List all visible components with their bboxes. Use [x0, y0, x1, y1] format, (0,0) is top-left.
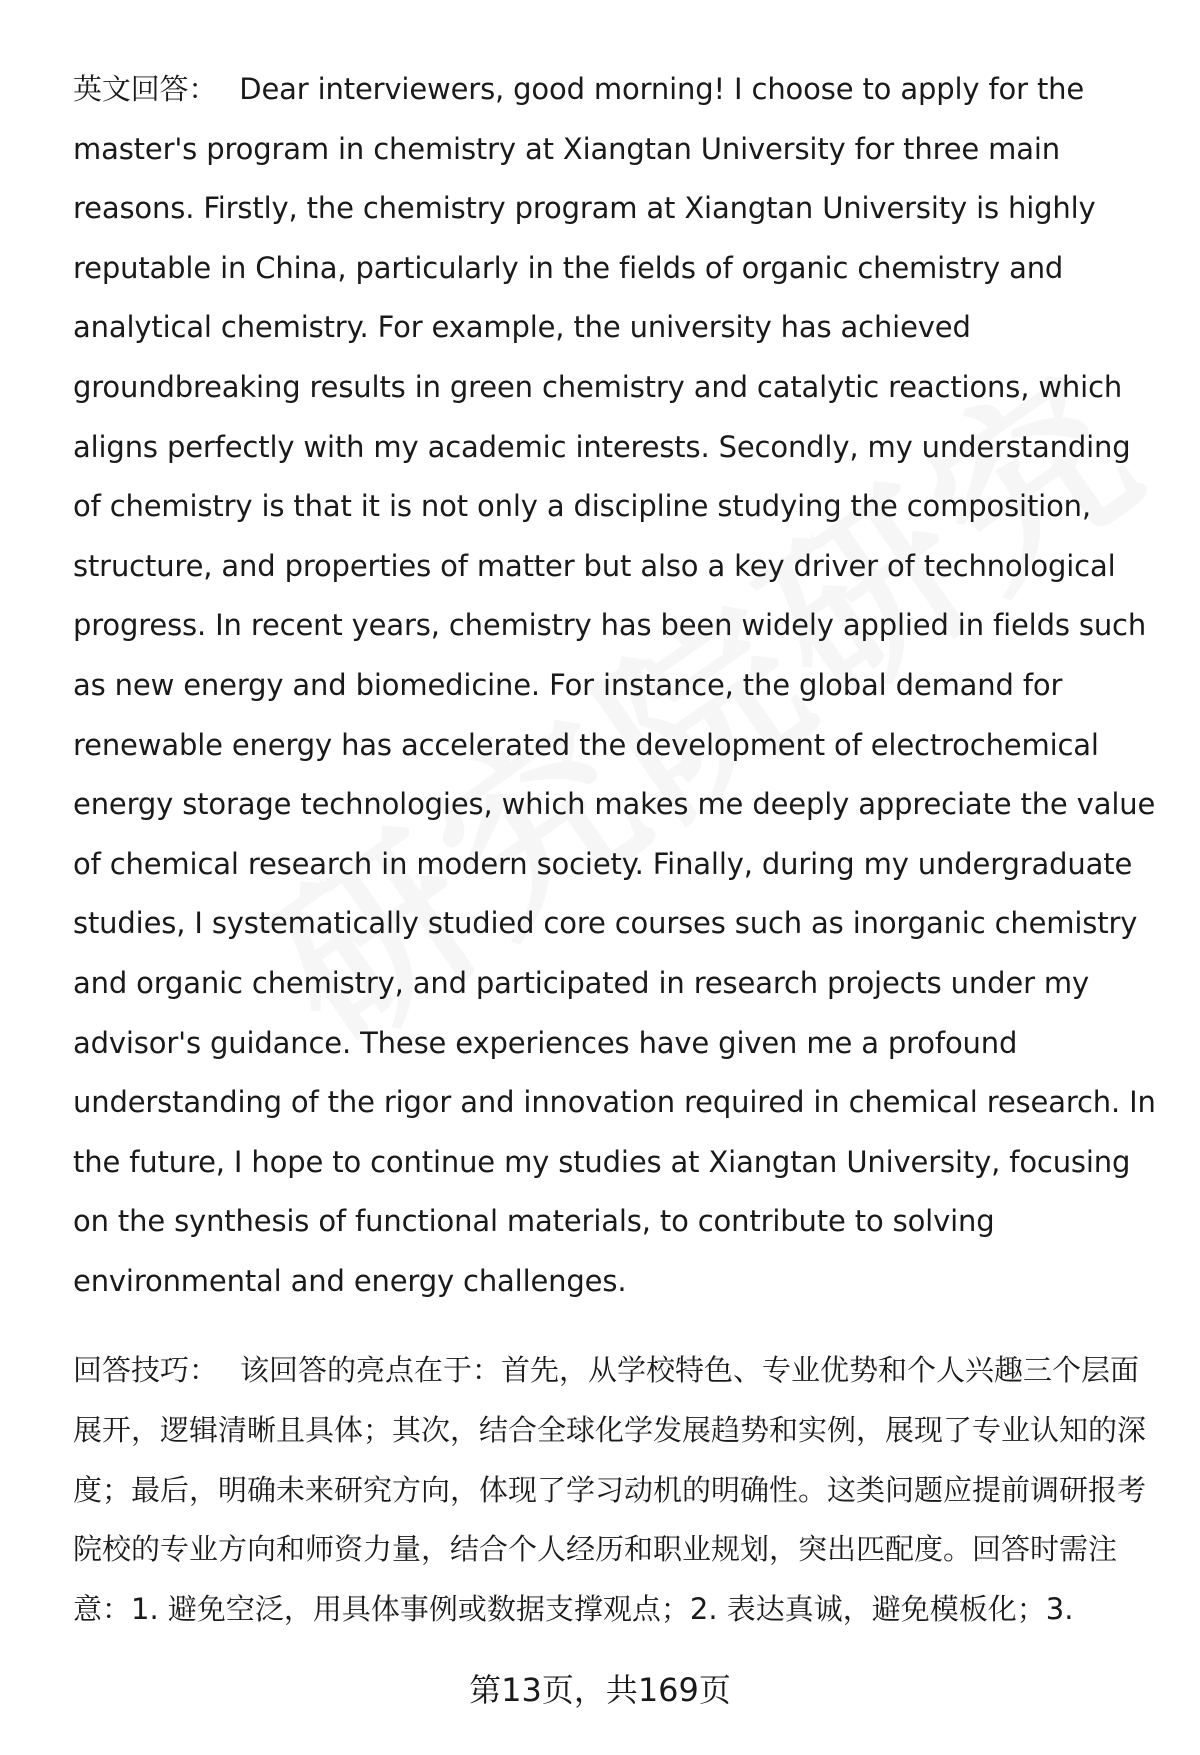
- page-content: [73, 60, 1158, 1639]
- answer-tips-paragraph: [73, 1341, 1158, 1639]
- english-answer-text: Dear interviewers, good morning! I choose to apply for the master's program in chemistry at Xiangtan University for three main reasons. Firstly, the chemistry program at Xiangtan University is highly reputable in China, particularly in the fields of organic chemistry and analytical chemistry. For example, the university has achieved groundbreaking results in green chemistry and catalytic reactions, which aligns perfectly with my academic interests. Secondly, my understanding of chemistry is that it is not only a discipline studying the composition, structure, and properties of matter but also a key driver of technological progress. In recent years, chemistry has been widely applied in fields such as new energy and biomedicine. For instance, the global demand for renewable energy has accelerated the development of electrochemical energy storage technologies, which makes me deeply appreciate the value of chemical research in modern society. Finally, during my undergraduate studies, I systematically studied core courses such as inorganic chemistry and organic chemistry, and participated in research projects under my advisor's guidance. These experiences have given me a profound understanding of the rigor and innovation required in chemical research. In the future, I hope to continue my studies at Xiangtan University, focusing on the synthesis of functional materials, to contribute to solving environmental and energy challenges.: [73, 72, 1156, 1298]
- page-number-footer: 第13页，共169页: [469, 1671, 731, 1709]
- answer-tips-text: 该回答的亮点在于：首先，从学校特色、专业优势和个人兴趣三个层面展开，逻辑清晰且具体；其次，结合全球化学发展趋势和实例，展现了专业认知的深度；最后，明确未来研究方向，体现了学习动机的明确性。这类问题应提前调研报考院校的专业方向和师资力量，结合个人经历和职业规划，突出匹配度。回答时需注意：1. 避免空泛，用具体事例或数据支撑观点；2. 表达真诚，避免模板化；3.: [73, 1353, 1147, 1626]
- answer-tips-label: 回答技巧：: [73, 1353, 219, 1388]
- english-answer-label: 英文回答：: [73, 72, 218, 106]
- english-answer-paragraph: [73, 60, 1158, 1311]
